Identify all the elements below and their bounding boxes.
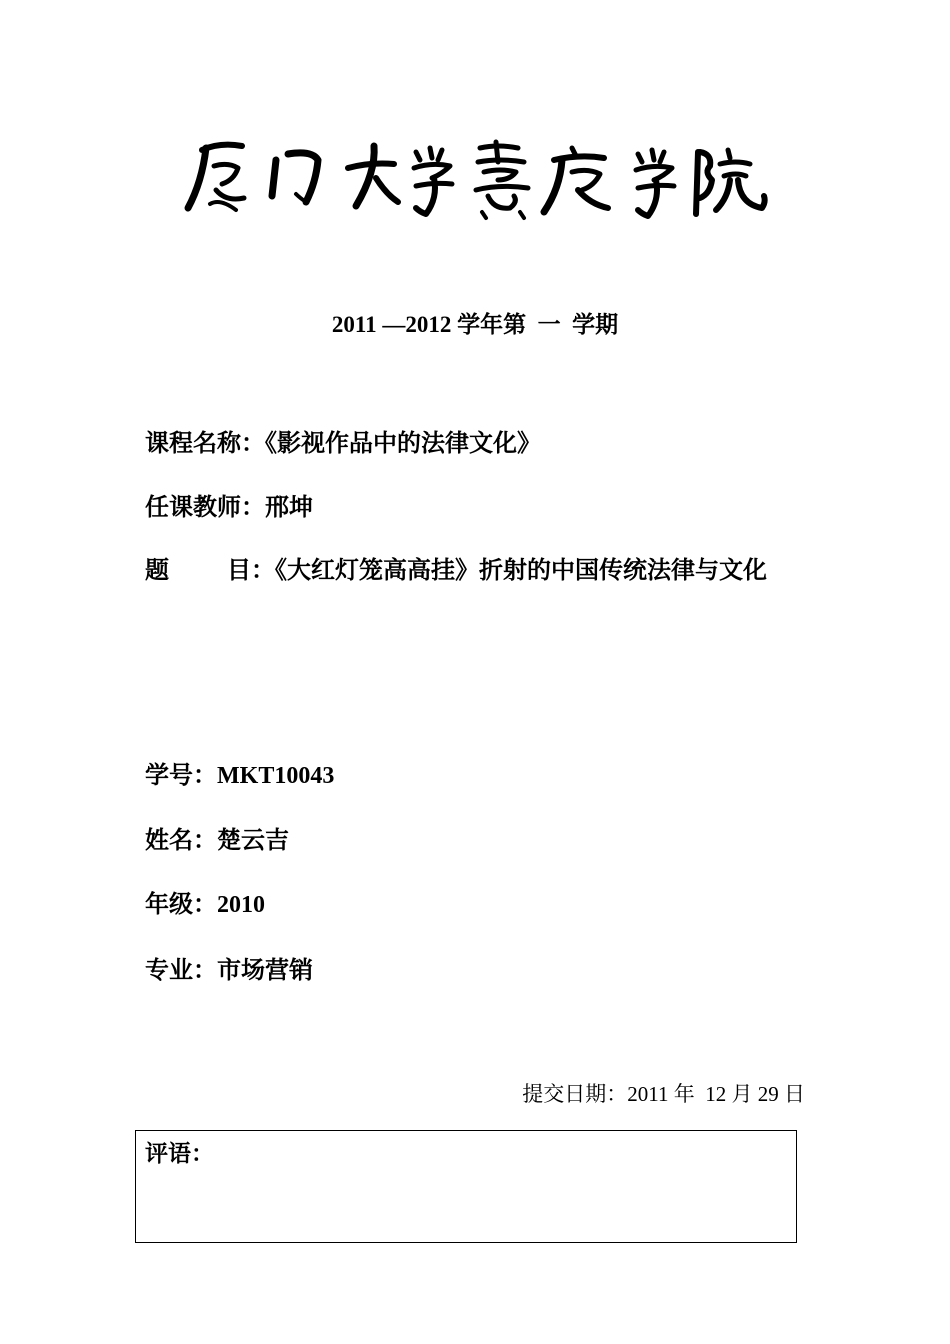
comments-box[interactable]: [135, 1130, 797, 1243]
course-name-label: 课程名称：: [145, 429, 265, 457]
topic-label-second: 目：: [227, 556, 275, 584]
student-id-label: 学号：: [145, 761, 217, 789]
student-name-value: 楚云吉: [217, 826, 289, 854]
student-name-field: [145, 820, 289, 855]
major-value: 市场营销: [217, 956, 313, 984]
teacher-value: 邢坤: [265, 493, 313, 521]
topic-field: [145, 534, 815, 606]
school-calligraphy-logo: [180, 132, 770, 222]
course-name-field: [145, 423, 541, 458]
student-id-field: [145, 755, 334, 790]
course-name-value: 《影视作品中的法律文化》: [265, 429, 541, 457]
grade-label: 年级：: [145, 890, 217, 918]
student-id-value: MKT10043: [217, 763, 335, 789]
teacher-field: [145, 487, 313, 522]
calligraphy-logo-image: [180, 132, 770, 222]
submission-date: 提交日期：2011 年 12 月 29 日: [522, 1082, 805, 1106]
grade-field: [145, 884, 265, 919]
semester-line: 2011 —2012 学年第 一 学期: [331, 312, 619, 337]
major-field: [145, 950, 313, 985]
student-name-label: 姓名：: [145, 826, 217, 854]
teacher-label: 任课教师：: [145, 493, 265, 521]
major-label: 专业：: [145, 956, 217, 984]
grade-value: 2010: [217, 892, 265, 918]
comments-label: 评语：: [145, 1141, 214, 1167]
topic-label-first: 题: [145, 556, 169, 584]
topic-value: 《大红灯笼高高挂》折射的中国传统法律与文化: [275, 556, 767, 584]
